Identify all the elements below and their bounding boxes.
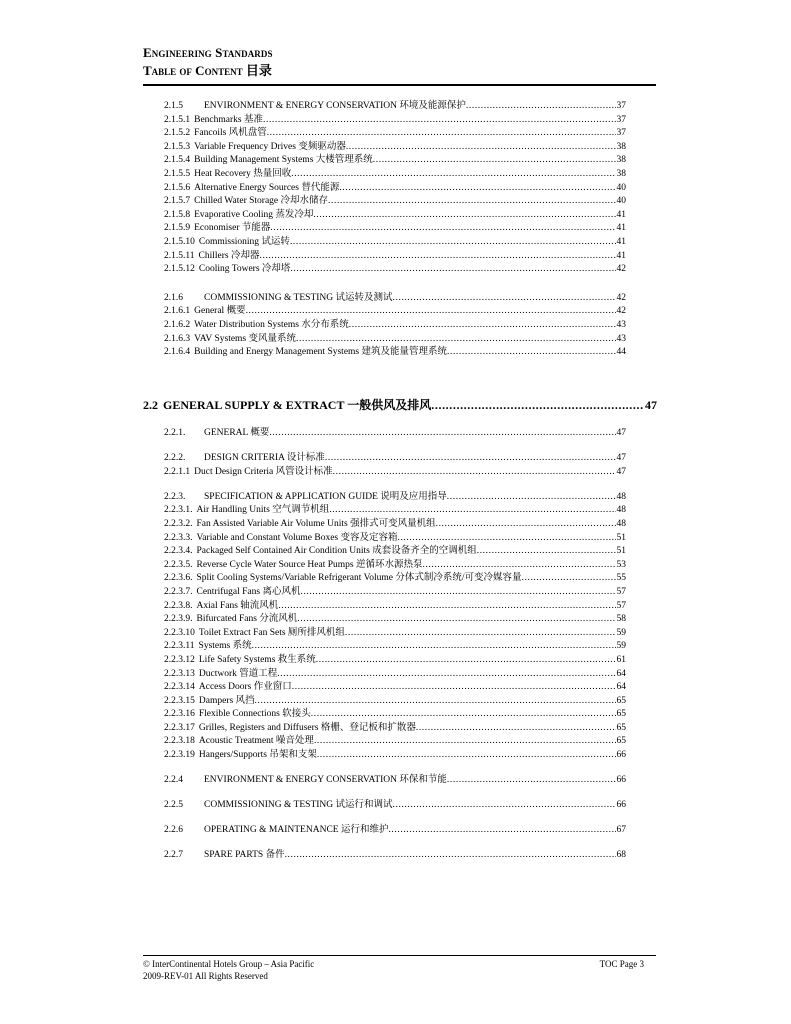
leader-dots — [328, 195, 615, 209]
toc-entry-page: 48 — [616, 491, 626, 502]
leader-dots — [285, 849, 616, 863]
toc-entry-title: Acoustic Treatment 噪音处理 — [198, 736, 314, 747]
toc-entry-title: Toilet Extract Fan Sets 厕所排风机组 — [198, 627, 345, 638]
toc-entry-number: 2.2.3.4. — [164, 546, 193, 557]
toc-entry-page: 55 — [616, 573, 626, 584]
copyright-text: © InterContinental Hotels Group – Asia Pacific — [143, 959, 315, 969]
toc-entry[interactable] — [164, 263, 626, 277]
toc-entry[interactable] — [164, 222, 626, 236]
toc-entry-page: 42 — [616, 306, 626, 317]
toc-entry[interactable] — [164, 333, 626, 347]
toc-entry[interactable] — [164, 774, 626, 788]
toc-entry-title: Reverse Cycle Water Source Heat Pumps 逆循环水源热泵 — [196, 559, 423, 570]
leader-dots — [345, 627, 616, 641]
toc-entry-page: 51 — [616, 532, 626, 543]
toc-list-2-1 — [164, 100, 626, 360]
toc-entry-page: 37 — [616, 101, 626, 111]
leader-dots — [246, 305, 616, 319]
toc-entry-number: 2.2.2. — [164, 453, 186, 464]
toc-entry-page: 64 — [616, 668, 626, 679]
toc-entry-number: 2.2.3.5. — [164, 559, 193, 570]
toc-entry-title: Ductwork 管道工程 — [198, 668, 278, 679]
toc-entry-number: 2.2.3.8. — [164, 600, 193, 611]
leader-dots — [522, 572, 616, 586]
leader-dots — [269, 427, 615, 441]
toc-entry-number: 2.1.5.5 — [164, 168, 191, 179]
toc-entry[interactable] — [164, 849, 626, 863]
leader-dots — [422, 559, 615, 573]
toc-entry-title: Building Management Systems 大楼管理系统 — [194, 155, 373, 166]
footer-divider — [143, 955, 656, 956]
leader-dots — [325, 452, 616, 466]
leader-dots — [466, 100, 616, 114]
toc-entry[interactable] — [164, 452, 626, 466]
toc-entry-title: Variable Frequency Drives 变频驱动器 — [194, 141, 346, 152]
toc-entry[interactable] — [164, 504, 626, 518]
section-number: 2.2 — [143, 398, 158, 412]
toc-entry-title: Chilled Water Storage 冷却水储存 — [194, 196, 329, 207]
toc-section-2-2[interactable] — [143, 397, 657, 413]
toc-entry-title: COMMISSIONING & TESTING 试运转及测试 — [204, 292, 393, 303]
toc-entry[interactable] — [164, 545, 626, 559]
leader-dots — [447, 346, 616, 360]
toc-group-2-1-5 — [164, 100, 626, 277]
toc-entry-title: Life Safety Systems 救生系统 — [198, 654, 316, 665]
leader-dots — [373, 154, 616, 168]
leader-dots — [388, 824, 615, 838]
leader-dots — [292, 681, 616, 695]
toc-entry-title: Grilles, Registers and Diffusers 格栅、登记板和扩散器 — [198, 722, 416, 733]
toc-entry-page: 43 — [616, 333, 626, 344]
toc-entry-number: 2.1.5.11 — [164, 250, 195, 261]
toc-entry-number: 2.2.3.1. — [164, 505, 193, 516]
leader-dots — [311, 708, 616, 722]
toc-entry-page: 68 — [616, 850, 626, 861]
toc-entry-number: 2.1.6.2 — [164, 319, 191, 330]
toc-entry-title: Axial Fans 轴流风机 — [196, 600, 279, 611]
toc-entry[interactable] — [164, 168, 626, 182]
toc-entry[interactable] — [164, 250, 626, 264]
toc-entry[interactable] — [164, 292, 626, 306]
toc-entry-number: 2.1.5.9 — [164, 223, 191, 234]
toc-entry-page: 65 — [616, 736, 626, 747]
leader-dots — [316, 654, 616, 668]
toc-entry-title: DESIGN CRITERIA 设计标准 — [204, 453, 325, 464]
toc-entry[interactable] — [164, 654, 626, 668]
toc-group-2-2-2 — [164, 452, 626, 479]
toc-entry-page: 41 — [616, 250, 626, 261]
toc-entry-title: Air Handling Units 空气调节机组 — [196, 505, 330, 516]
leader-dots — [255, 695, 616, 709]
toc-entry-number: 2.1.5.2 — [164, 128, 191, 139]
toc-entry-number: 2.2.3.18 — [164, 736, 195, 747]
document-subtitle: Table of Content 目录 — [143, 63, 272, 78]
leader-dots — [416, 722, 616, 736]
toc-entry[interactable] — [164, 209, 626, 223]
toc-entry-number: 2.1.5.10 — [164, 236, 195, 247]
toc-entry-title: Dampers 风挡 — [198, 695, 255, 706]
leader-dots — [393, 292, 616, 306]
toc-entry-number: 2.1.5.12 — [164, 264, 195, 275]
toc-entry-title: Building and Energy Management Systems 建筑及能量管理系统 — [194, 347, 447, 358]
toc-entry-title: ENVIRONMENT & ENERGY CONSERVATION 环保和节能 — [204, 775, 447, 786]
toc-entry[interactable] — [164, 559, 626, 573]
toc-entry-number: 2.1.5.4 — [164, 155, 191, 166]
toc-entry[interactable] — [164, 427, 626, 441]
document-title: Engineering Standards — [143, 45, 273, 60]
toc-entry-title: Cooling Towers 冷却塔 — [198, 264, 291, 275]
toc-entry-title: Systems 系统 — [198, 641, 252, 652]
toc-entry-page: 66 — [616, 775, 626, 786]
page-number: TOC Page 3 — [599, 959, 644, 969]
leader-dots — [436, 518, 616, 532]
toc-entry-page: 47 — [616, 428, 626, 438]
toc-entry-title: Heat Recovery 热量回收 — [194, 168, 292, 179]
leader-dots — [447, 491, 616, 505]
toc-entry-title: VAV Systems 变风量系统 — [194, 333, 297, 344]
toc-entry-page: 40 — [616, 196, 626, 207]
toc-entry-number: 2.2.7 — [164, 850, 183, 861]
leader-dots — [397, 532, 615, 546]
toc-entry[interactable] — [164, 319, 626, 333]
toc-entry-title: Centrifugal Fans 离心风机 — [196, 586, 301, 597]
toc-entry[interactable] — [164, 722, 626, 736]
toc-entry-title: Hangers/Supports 吊架和支架 — [198, 750, 317, 761]
toc-group-2-2-7 — [164, 849, 626, 863]
toc-entry-title: Variable and Constant Volume Boxes 变容及定容箱 — [196, 532, 398, 543]
toc-entry-page: 38 — [616, 141, 626, 152]
toc-entry-page: 41 — [616, 236, 626, 247]
toc-entry-title: Economiser 节能器 — [194, 223, 271, 234]
toc-entry-title: General 概要 — [194, 306, 246, 317]
toc-entry[interactable] — [164, 236, 626, 250]
toc-entry-title: GENERAL 概要 — [204, 428, 270, 438]
toc-entry[interactable] — [164, 600, 626, 614]
toc-entry-number: 2.1.5 — [164, 101, 183, 111]
toc-group-2-2-4 — [164, 774, 626, 788]
toc-entry-title: SPECIFICATION & APPLICATION GUIDE 说明及应用指导 — [204, 491, 447, 502]
leader-dots — [431, 397, 644, 413]
toc-entry[interactable] — [164, 572, 626, 586]
toc-entry-number: 2.2.3.6. — [164, 573, 193, 584]
toc-entry-number: 2.2.3.15 — [164, 695, 195, 706]
toc-entry[interactable] — [164, 668, 626, 682]
toc-group-2-2-1 — [164, 427, 626, 441]
toc-entry[interactable] — [164, 627, 626, 641]
leader-dots — [317, 749, 616, 763]
revision-text: 2009-REV-01 All Rights Reserved — [143, 971, 268, 981]
toc-group-2-2-3 — [164, 491, 626, 763]
toc-entry-title: Chillers 冷却器 — [198, 250, 260, 261]
toc-group-2-1-6 — [164, 292, 626, 360]
leader-dots — [291, 168, 615, 182]
toc-entry[interactable] — [164, 695, 626, 709]
leader-dots — [393, 799, 616, 813]
toc-entry-page: 57 — [616, 586, 626, 597]
toc-entry[interactable] — [164, 114, 626, 128]
toc-entry-page: 53 — [616, 559, 626, 570]
toc-entry-number: 2.2.3.10 — [164, 627, 195, 638]
toc-entry-number: 2.1.6.3 — [164, 333, 191, 344]
leader-dots — [329, 504, 615, 518]
toc-entry-number: 2.2.1. — [164, 428, 186, 438]
toc-entry-page: 42 — [616, 292, 626, 303]
toc-entry-number: 2.2.3.11 — [164, 641, 195, 652]
toc-entry-page: 37 — [616, 128, 626, 139]
toc-entry-number: 2.1.5.3 — [164, 141, 191, 152]
toc-entry-page: 47 — [616, 466, 626, 477]
toc-entry-page: 58 — [616, 614, 626, 625]
toc-entry-number: 2.2.3.12 — [164, 654, 195, 665]
toc-entry-title: Commissioning 试运转 — [198, 236, 290, 247]
leader-dots — [290, 236, 616, 250]
toc-entry-page: 65 — [616, 695, 626, 706]
leader-dots — [263, 114, 616, 128]
toc-entry-number: 2.2.5 — [164, 800, 183, 811]
leader-dots — [270, 222, 615, 236]
toc-entry[interactable] — [164, 466, 626, 480]
toc-entry-number: 2.1.5.6 — [164, 182, 191, 193]
toc-entry[interactable] — [164, 305, 626, 319]
toc-entry-number: 2.2.3.7. — [164, 586, 193, 597]
toc-entry[interactable] — [164, 346, 626, 360]
leader-dots — [296, 333, 615, 347]
toc-entry-number: 2.1.5.1 — [164, 114, 191, 125]
toc-entry-title: ENVIRONMENT & ENERGY CONSERVATION 环境及能源保护 — [204, 101, 466, 111]
toc-entry[interactable] — [164, 127, 626, 141]
toc-entry[interactable] — [164, 182, 626, 196]
toc-entry[interactable] — [164, 613, 626, 627]
toc-entry-page: 43 — [616, 319, 626, 330]
toc-entry-page: 66 — [616, 800, 626, 811]
toc-entry-number: 2.1.6 — [164, 292, 183, 303]
toc-entry-page: 38 — [616, 168, 626, 179]
toc-entry-title: Benchmarks 基准 — [194, 114, 263, 125]
toc-entry[interactable] — [164, 681, 626, 695]
toc-entry[interactable] — [164, 640, 626, 654]
toc-entry-title: Packaged Self Contained Air Condition Units 成套设备齐全的空调机组 — [196, 546, 477, 557]
page-header — [143, 44, 653, 80]
leader-dots — [346, 141, 616, 155]
leader-dots — [314, 735, 616, 749]
toc-entry-page: 65 — [616, 722, 626, 733]
toc-entry-title: Fan Assisted Variable Air Volume Units 强排式可变风量机组 — [196, 518, 436, 529]
toc-entry-title: Alternative Energy Sources 替代能源 — [194, 182, 340, 193]
leader-dots — [267, 127, 616, 141]
toc-entry-number: 2.2.3.17 — [164, 722, 195, 733]
toc-entry-number: 2.2.4 — [164, 775, 183, 786]
toc-entry-page: 37 — [616, 114, 626, 125]
toc-entry[interactable] — [164, 586, 626, 600]
toc-entry[interactable] — [164, 100, 626, 114]
toc-entry-title: Duct Design Criteria 风管设计标准 — [194, 466, 333, 477]
toc-entry-number: 2.1.6.1 — [164, 306, 191, 317]
leader-dots — [297, 613, 615, 627]
toc-entry-number: 2.2.3.13 — [164, 668, 195, 679]
toc-entry-page: 59 — [616, 641, 626, 652]
toc-entry-page: 48 — [616, 518, 626, 529]
toc-entry[interactable] — [164, 154, 626, 168]
toc-entry-number: 2.2.1.1 — [164, 466, 191, 477]
toc-entry-number: 2.1.5.7 — [164, 196, 191, 207]
toc-entry-page: 41 — [616, 209, 626, 220]
toc-entry[interactable] — [164, 708, 626, 722]
toc-entry-page: 65 — [616, 709, 626, 720]
toc-entry-page: 67 — [616, 825, 626, 836]
header-divider — [143, 84, 656, 86]
toc-entry-title: Split Cooling Systems/Variable Refrigerant Volume 分体式制冷系统/可变冷媒容量 — [196, 573, 522, 584]
toc-entry[interactable] — [164, 141, 626, 155]
toc-entry-title: OPERATING & MAINTENANCE 运行和维护 — [204, 825, 389, 836]
leader-dots — [477, 545, 616, 559]
leader-dots — [252, 640, 616, 654]
toc-entry[interactable] — [164, 824, 626, 838]
toc-entry-number: 2.2.3. — [164, 491, 186, 502]
toc-entry-number: 2.2.3.3. — [164, 532, 193, 543]
toc-entry-page: 38 — [616, 155, 626, 166]
toc-list-2-2 — [164, 427, 626, 863]
toc-entry-page: 64 — [616, 682, 626, 693]
toc-entry-title: COMMISSIONING & TESTING 试运行和调试 — [204, 800, 393, 811]
leader-dots — [278, 600, 615, 614]
toc-entry-page: 66 — [616, 750, 626, 761]
toc-entry[interactable] — [164, 749, 626, 763]
toc-entry[interactable] — [164, 735, 626, 749]
toc-entry-title: SPARE PARTS 备件 — [204, 850, 285, 861]
leader-dots — [277, 668, 615, 682]
toc-entry-number: 2.2.3.9. — [164, 614, 193, 625]
toc-entry[interactable] — [164, 532, 626, 546]
toc-entry-page: 51 — [616, 546, 626, 557]
toc-entry-number: 2.1.5.8 — [164, 209, 191, 220]
toc-entry[interactable] — [164, 491, 626, 505]
toc-entry-number: 2.2.3.16 — [164, 709, 195, 720]
leader-dots — [300, 586, 615, 600]
toc-entry[interactable] — [164, 195, 626, 209]
toc-entry-page: 47 — [616, 453, 626, 464]
toc-entry-page: 40 — [616, 182, 626, 193]
toc-entry-title: Water Distribution Systems 水分布系统 — [194, 319, 349, 330]
toc-entry-number: 2.2.3.14 — [164, 682, 195, 693]
leader-dots — [339, 182, 615, 196]
toc-entry-number: 2.1.6.4 — [164, 347, 191, 358]
toc-entry-title: Access Doors 作业窗口 — [198, 682, 292, 693]
toc-entry-title: Flexible Connections 软接头 — [198, 709, 311, 720]
toc-entry-page: 57 — [616, 600, 626, 611]
toc-entry-number: 2.2.3.2. — [164, 518, 193, 529]
toc-entry-page: 61 — [616, 654, 626, 665]
toc-entry-title: Fancoils 风机盘管 — [194, 128, 267, 139]
toc-entry-page: 59 — [616, 627, 626, 638]
toc-entry[interactable] — [164, 799, 626, 813]
leader-dots — [313, 209, 615, 223]
toc-group-2-2-5 — [164, 799, 626, 813]
toc-entry-number: 2.2.3.19 — [164, 750, 195, 761]
toc-entry-number: 2.2.6 — [164, 825, 183, 836]
section-title: GENERAL SUPPLY & EXTRACT 一般供风及排风 — [163, 398, 432, 412]
leader-dots — [260, 250, 616, 264]
leader-dots — [290, 263, 615, 277]
toc-entry-page: 42 — [616, 264, 626, 275]
toc-entry[interactable] — [164, 518, 626, 532]
toc-group-2-2-6 — [164, 824, 626, 838]
toc-entry-page: 48 — [616, 505, 626, 516]
toc-entry-title: Evaporative Cooling 蒸发冷却 — [194, 209, 314, 220]
page-footer — [143, 958, 656, 982]
toc-entry-title: Bifurcated Fans 分流风机 — [196, 614, 298, 625]
toc-entry-page: 41 — [616, 223, 626, 234]
leader-dots — [349, 319, 616, 333]
toc-entry-page: 44 — [616, 347, 626, 358]
leader-dots — [333, 466, 616, 480]
section-page: 47 — [645, 398, 657, 412]
leader-dots — [447, 774, 616, 788]
